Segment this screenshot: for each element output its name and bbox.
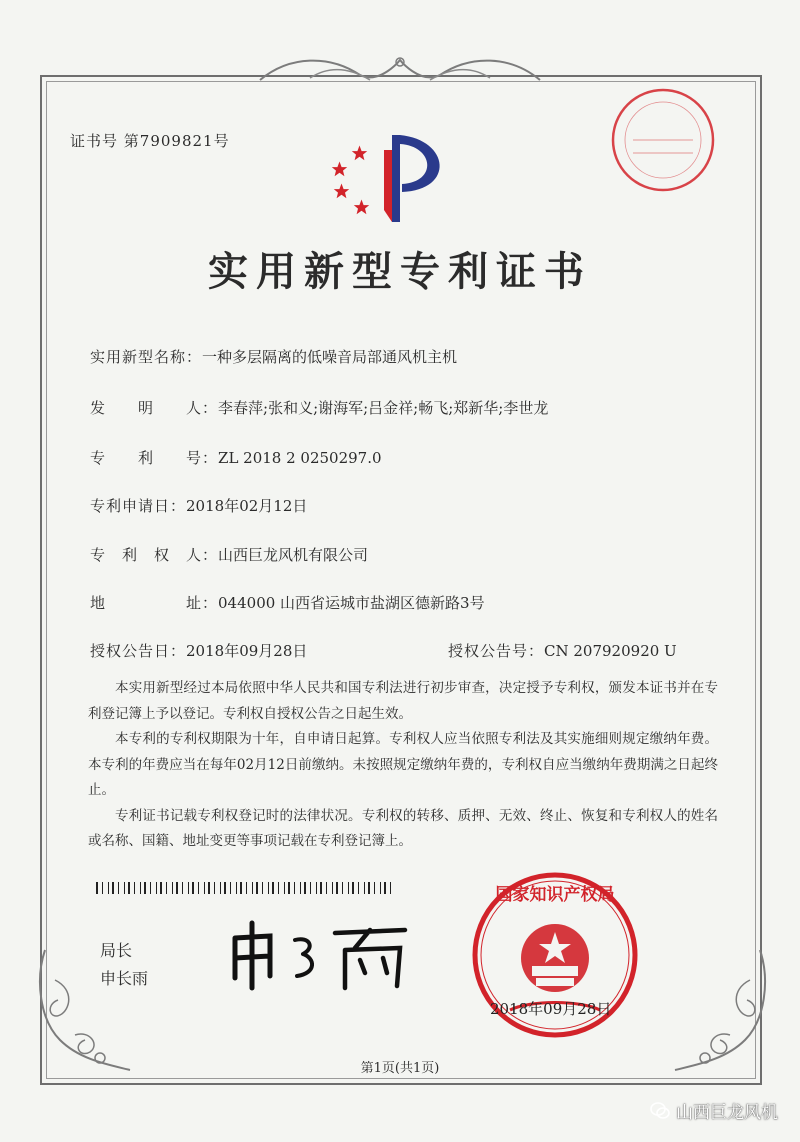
body-paragraph: 专利证书记载专利权登记时的法律状况。专利权的转移、质押、无效、终止、恢复和专利权人的姓名或名称、国籍、地址变更等事项记载在专利登记簿上。 [88,807,718,849]
barcode-bar [118,882,119,894]
barcode-bar [300,882,301,894]
barcode-bar [294,882,295,894]
director-name: 申长雨 [100,969,149,988]
seal-date: 2018年09月28日 [490,1000,612,1018]
barcode-bar [150,882,151,894]
certificate-number [70,130,230,151]
barcode-bar [368,882,370,894]
barcode-bar [332,882,333,894]
field-label: 专 利 号： [90,449,219,467]
field-utility-model-name [90,346,457,367]
page-number: 第1页(共1页) [360,1061,440,1076]
barcode-bar [284,882,285,894]
certificate-body [88,676,718,855]
barcode-bar [364,882,365,894]
barcode-bar [112,882,114,894]
barcode-bar [272,882,274,894]
barcode-bar [182,882,183,894]
field-value: ZL 2018 2 0250297.0 [218,449,382,467]
barcode-bar [342,882,343,894]
field-label: 授权公告号： [448,642,545,660]
barcode-bar [252,882,253,894]
barcode-bar [336,882,338,894]
barcode-bar [102,882,103,894]
barcode-bar [192,882,194,894]
barcode-bar [188,882,189,894]
certificate-title: 实用新型专利证书 [208,248,592,295]
barcode-bar [288,882,290,894]
field-value: 2018年02月12日 [186,497,308,515]
field-value: 李春萍;张和义;谢海军;吕金祥;畅飞;郑新华;李世龙 [218,399,549,417]
field-label: 专 利 权 人： [90,546,219,564]
barcode-bar [326,882,327,894]
barcode-bar [240,882,242,894]
field-label: 地 址： [90,594,219,612]
field-value: 2018年09月28日 [186,642,308,660]
barcode-bar [374,882,375,894]
barcode-bar [262,882,263,894]
barcode-bar [176,882,178,894]
body-paragraph: 本专利的专利权期限为十年，自申请日起算。专利权人应当依照专利法及其实施细则规定缴纳年费。本专利的年费应当在每年02月12日前缴纳。未按照规定缴纳年费的，专利权自应当缴纳年费期满之日起终止。 [88,731,718,798]
barcode-bar [316,882,317,894]
barcode-bar [384,882,386,894]
barcode-bar [246,882,247,894]
field-grant-number [448,640,677,661]
barcode-bar [352,882,354,894]
watermark-text: 山西巨龙风机 [676,1103,778,1123]
barcode-bar [268,882,269,894]
barcode-bar [140,882,141,894]
seal-text: 国家知识产权局 [495,885,615,905]
barcode-bar [256,882,258,894]
field-grant-date [90,640,307,661]
field-address [90,592,485,613]
field-inventors [90,397,548,418]
field-label: 实用新型名称： [90,348,203,366]
barcode-bar [220,882,221,894]
field-patent-number [90,447,382,468]
barcode-bar [214,882,215,894]
barcode-bar [348,882,349,894]
wechat-watermark [650,1098,778,1123]
field-label: 授权公告日： [90,642,187,660]
barcode-bar [390,882,391,894]
barcode-bar [278,882,279,894]
barcode-bar [224,882,226,894]
barcode-bar [236,882,237,894]
barcode-bar [134,882,135,894]
agency-tax-seal [608,85,718,195]
field-value: 一种多层隔离的低噪音局部通风机主机 [202,348,458,366]
certificate-number-label: 证书号 [70,132,119,150]
barcode-bar [166,882,167,894]
barcode-bar [160,882,162,894]
field-value: CN 207920920 U [544,642,677,660]
barcode-bar [128,882,130,894]
barcode-bar [310,882,311,894]
wechat-icon [650,1102,670,1120]
field-label: 发 明 人： [90,399,219,417]
top-ornament [250,50,550,90]
barcode-bar [144,882,146,894]
barcode-bar [124,882,125,894]
field-label: 专利申请日： [90,497,187,515]
director-title: 局长 [100,941,133,960]
barcode-bar [380,882,381,894]
body-paragraph: 本实用新型经过本局依照中华人民共和国专利法进行初步审查，决定授予专利权，颁发本证书并在专利登记簿上予以登记。专利权自授权公告之日起生效。 [88,680,718,722]
barcode-bar [304,882,306,894]
director-signature [225,918,415,993]
patent-office-logo [330,130,460,230]
barcode [96,882,396,894]
barcode-bar [358,882,359,894]
barcode-bar [96,882,98,894]
barcode-bar [204,882,205,894]
barcode-bar [108,882,109,894]
barcode-bar [208,882,210,894]
barcode-bar [320,882,322,894]
field-value: 山西巨龙风机有限公司 [218,546,369,564]
field-patentee [90,544,368,565]
barcode-bar [230,882,231,894]
field-value: 044000 山西省运城市盐湖区德新路3号 [218,594,485,612]
barcode-bar [156,882,157,894]
barcode-bar [198,882,199,894]
barcode-bar [172,882,173,894]
field-application-date [90,495,307,516]
certificate-number-value: 第7909821号 [123,132,230,150]
